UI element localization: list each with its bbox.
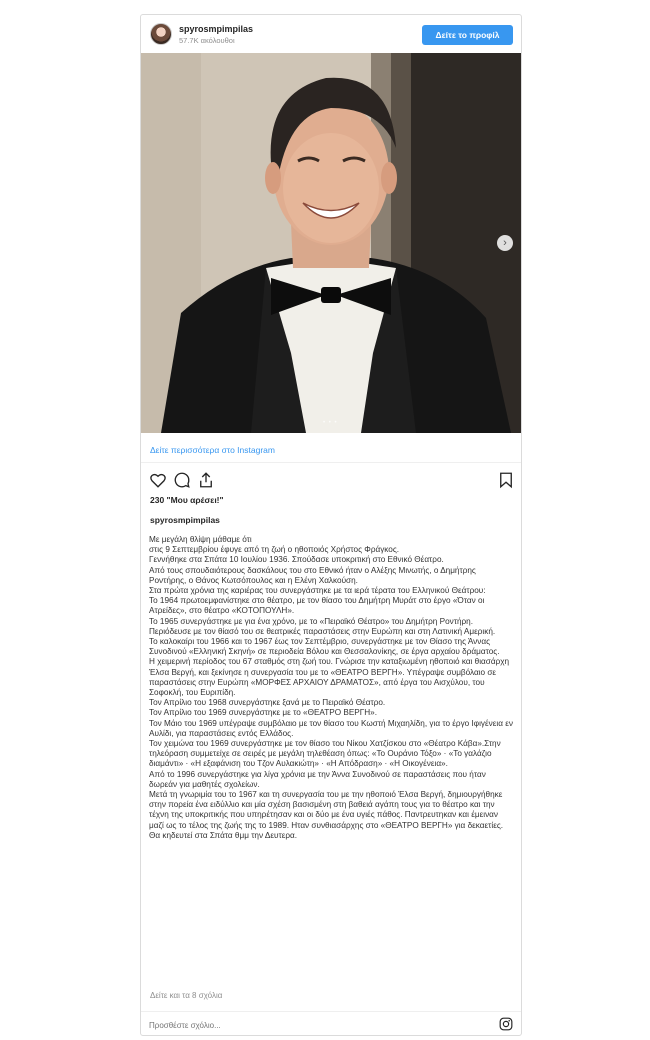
post-caption [149, 535, 515, 841]
instagram-embed-card [140, 14, 522, 1036]
caption-line: στις 9 Σεπτεμβρίου έφυγε από τη ζωή ο ηθοποιός Χρήστος Φράγκος. [149, 545, 400, 555]
chevron-right-icon[interactable]: › [497, 235, 513, 251]
heart-icon[interactable] [149, 471, 167, 489]
bookmark-icon[interactable] [497, 471, 515, 489]
caption-line: Το 1964 πρωτοεμφανίστηκε στο θέατρο, με τον θίασο του Δημήτρη Μυράτ στο έργο «Όταν οι Ατρείδες», στο θέατρο «ΚΟΤΟΠΟΥΛΗ». [149, 596, 485, 616]
caption-line: Το καλοκαίρι του 1966 και το 1967 έως τον Σεπτέμβριο, συνεργάστηκε με τον Θίασο της Άννας Συνοδινού «Ελληνική Σκηνή» σε περιοδεία Βόλου και Θεσσαλονίκης, σε έργα αρχαίου δράματος. [149, 637, 500, 657]
caption-line: Από το 1996 συνεργάστηκε για λίγα χρόνια με την Άννα Συνοδινού σε παραστάσεις που ήταν δωρεάν για μαθητές σχολείων. [149, 769, 486, 789]
followers-count: 57.7K ακόλουθοι [179, 36, 235, 45]
caption-line: Τον Μάιο του 1969 υπέγραψε συμβόλαιο με τον θίασο του Κωστή Μιχαηλίδη, για το έργο Ιφιγένεια εν Αυλίδι, για παραστάσεις εντός Ελλάδος. [149, 718, 513, 738]
caption-line: Με μεγάλη θλίψη μάθαμε ότι [149, 535, 252, 544]
divider [141, 1011, 521, 1012]
caption-line: Μετά τη γνωριμία του το 1967 και τη συνεργασία του με την ηθοποιό Έλσα Βεργή, δημιουργήθηκε στην πορεία ένα ειδύλλιο και μία σχέση βασισμένη στη βαθειά αγάπη τους για το θέατρο και την τέχνη της υποκριτικής που υπηρέτησαν και οι δύο με ένα υγιές πάθος. Παντρευτηκαν και έμειναν μαζί ως το τέλος της ζωής της το 1989. Ηταν συνθιασάρχης στο «ΘΕΑΤΡΟ ΒΕΡΓΗ» για δεκαετίες. Θα κηδευτεί στα Σπάτα θμμ την Δευτερα. [149, 790, 504, 840]
likes-count[interactable]: 230 "Μου αρέσει!" [150, 495, 224, 505]
caption-line: Τον Απρίλιο του 1969 συνεργάστηκε με το «ΘΕΑΤΡΟ ΒΕΡΓΗ». [149, 708, 377, 718]
post-header [141, 15, 521, 53]
caption-line: Γεννήθηκε στα Σπάτα 10 Ιουλίου 1936. Σπούδασε υποκριτική στο Εθνικό Θέατρο. [149, 555, 444, 565]
post-photo[interactable] [141, 53, 521, 433]
caption-line: Τον Απρίλιο του 1968 συνεργάστηκε ξανά με το Πειραϊκό Θέατρο. [149, 698, 386, 708]
divider [141, 462, 521, 463]
comment-input[interactable] [149, 1017, 479, 1033]
carousel-dots: • • • [323, 420, 338, 426]
header-username[interactable]: spyrosmpimpilas [179, 24, 254, 34]
action-bar [141, 471, 521, 491]
view-all-comments-link[interactable]: Δείτε και τα 8 σχόλια [150, 991, 223, 1000]
view-more-on-instagram-link[interactable]: Δείτε περισσότερα στο Instagram [150, 445, 275, 455]
caption-line: Το 1965 συνεργάστηκε με για ένα χρόνο, με το «Πειραϊκό Θέατρο» του Δημήτρη Ροντήρη. Περιόδευσε με τον θίασό του σε θεατρικές παραστάσεις στην Ευρώπη και στη Λατινική Αμερική. [149, 616, 496, 636]
caption-line: Από τους σπουδαιότερους δασκάλους του στο Εθνικό ήταν ο Αλέξης Μινωτής, ο Δημήτρης Ροντήρης, ο Θάνος Κωτσόπουλος και η Ελένη Χαλκούση. [149, 565, 476, 585]
view-profile-button[interactable]: Δείτε το προφίλ [422, 25, 513, 45]
comment-icon[interactable] [173, 471, 191, 489]
caption-line: Στα πρώτα χρόνια της καριέρας του συνεργάστηκε με τα ιερά τέρατα του Ελληνικού Θεάτρου: [149, 586, 486, 596]
share-icon[interactable] [197, 471, 215, 489]
caption-line: Η χειμερινή περίοδος του 67 σταθμός στη ζωή του. Γνώρισε την καταξιωμένη ηθοποιό και θιασάρχη Έλσα Βεργή, και ξεκίνησε η συνεργασία του με το «ΘΕΑΤΡΟ ΒΕΡΓΗ». Υπέγραψε συμβόλαιο σε παραστάσεις στην Ευρώπη «ΜΟΡΦΕΣ ΑΡΧΑΙΟΥ ΔΡΑΜΑΤΟΣ», από έργα του Αισχύλου, του Σοφοκλή, του Ευριπίδη. [149, 657, 510, 698]
instagram-icon[interactable] [499, 1017, 513, 1031]
portrait-illustration [141, 53, 521, 433]
caption-username[interactable]: spyrosmpimpilas [150, 515, 220, 525]
caption-line: Τον χειμώνα του 1969 συνεργάστηκε με τον θίασο του Νίκου Χατζίσκου στο «Θέατρο Κάβα».Στην τηλεόραση συμμετείχε σε σειρές με μεγάλη τηλεθέαση όπως: «Το Ουράνιο Τόξο» · «Το γαλάζιο διαμάντι» · «Η εξαφάνιση του Τζον Αυλακιώτη» · «Η Απόδραση» · «Η Οικογένεια». [149, 739, 501, 769]
avatar[interactable] [150, 23, 172, 45]
